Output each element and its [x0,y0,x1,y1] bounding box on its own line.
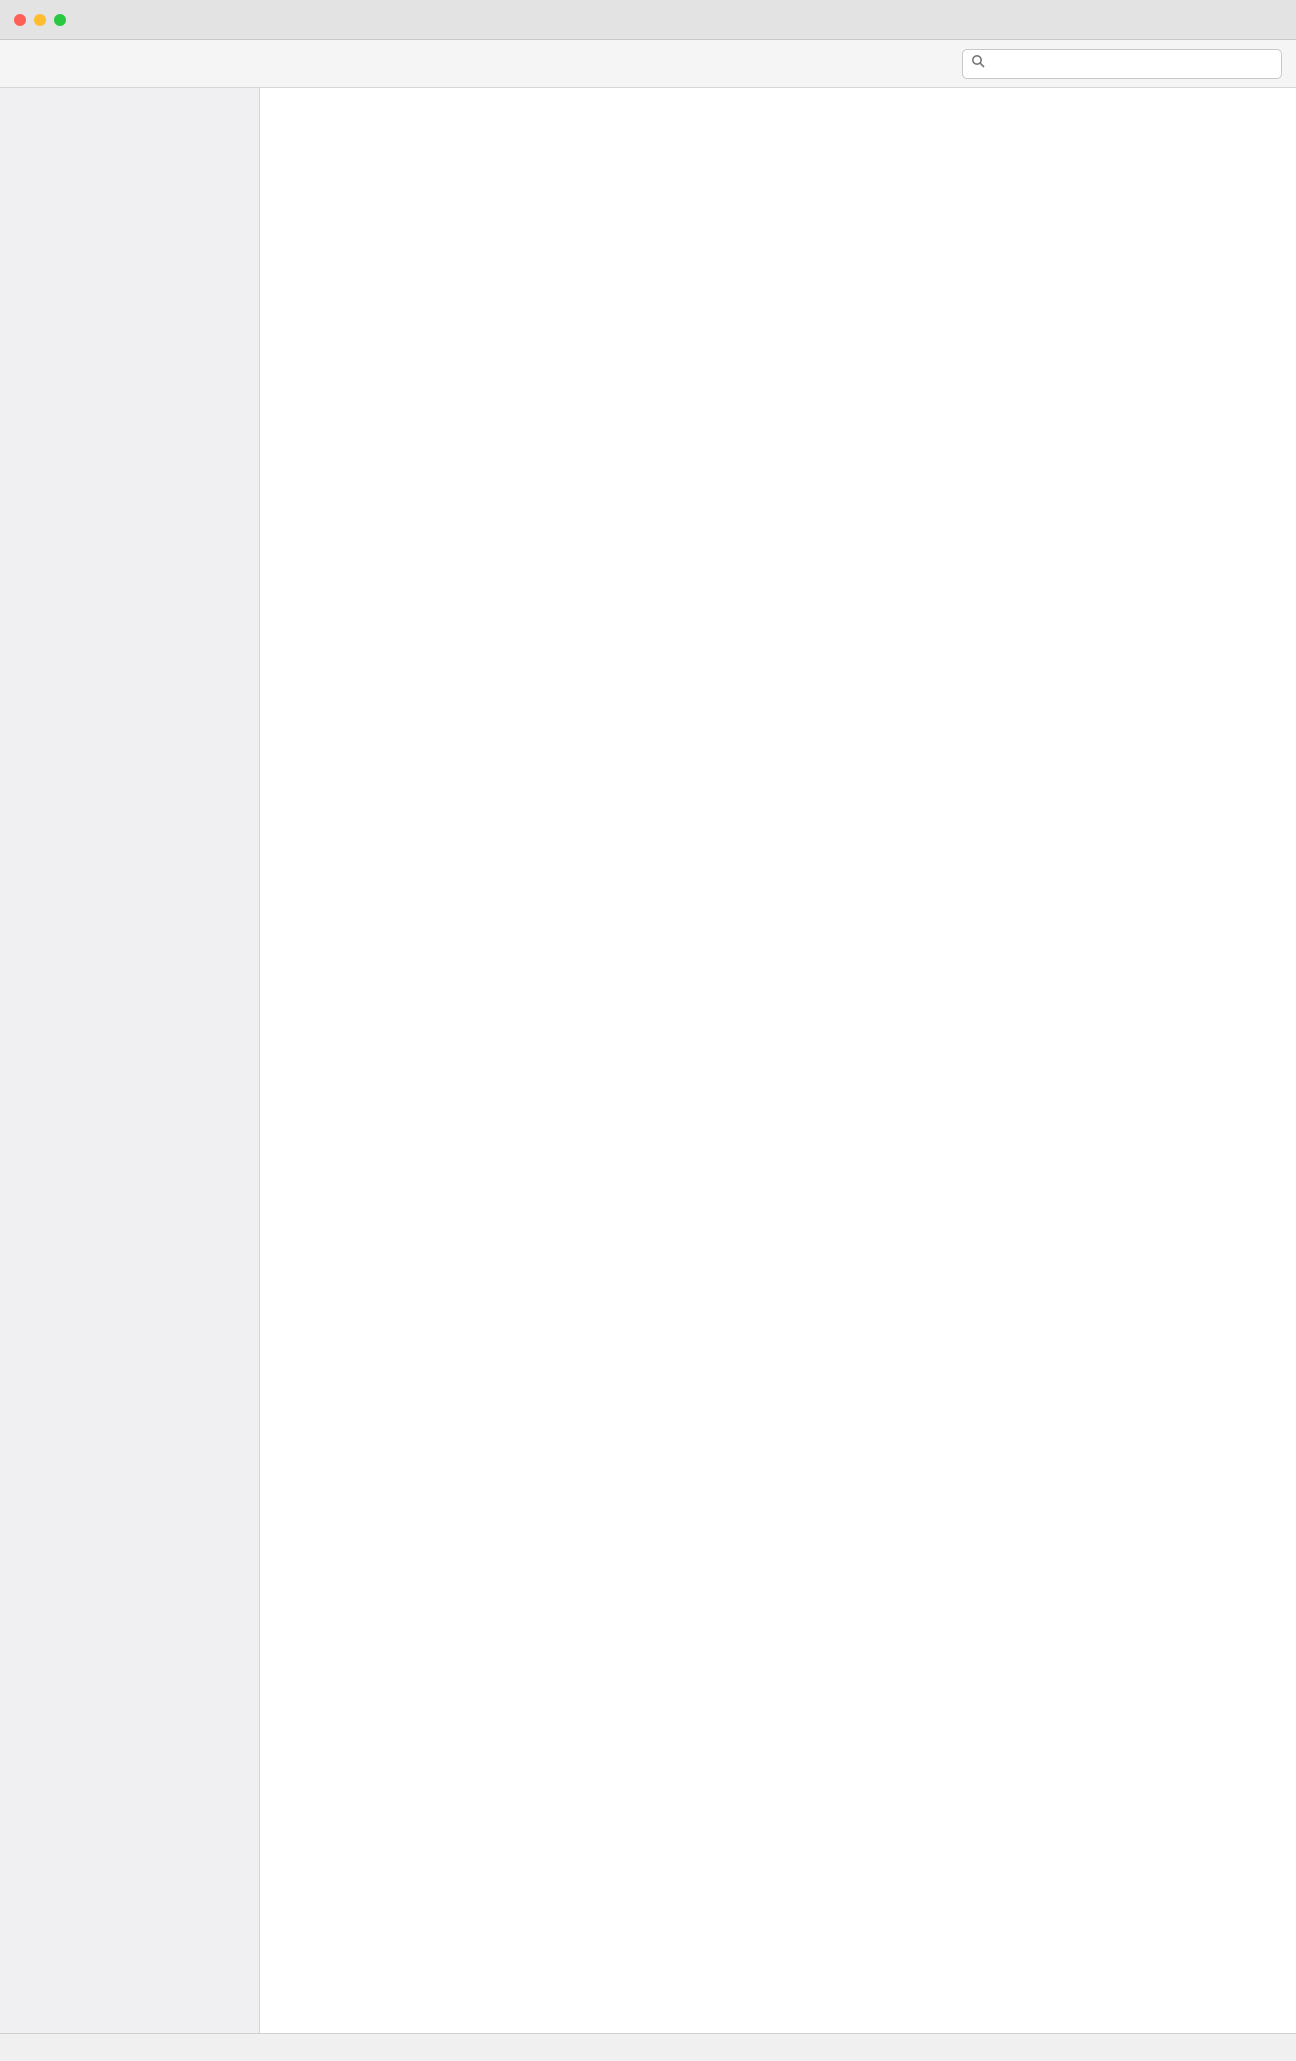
page-title [296,116,1260,146]
main-content [260,88,1296,2033]
maximize-window-button[interactable] [54,14,66,26]
search-icon [971,54,985,73]
window-controls [14,14,66,26]
sidebar-heading [0,102,259,128]
body-area [0,88,1296,2033]
title-bar [0,0,1296,40]
search-box[interactable] [962,49,1282,79]
toolbar [0,40,1296,88]
search-input[interactable] [991,55,1273,72]
sidebar [0,88,260,2033]
minimize-window-button[interactable] [34,14,46,26]
status-bar [0,2033,1296,2061]
close-window-button[interactable] [14,14,26,26]
